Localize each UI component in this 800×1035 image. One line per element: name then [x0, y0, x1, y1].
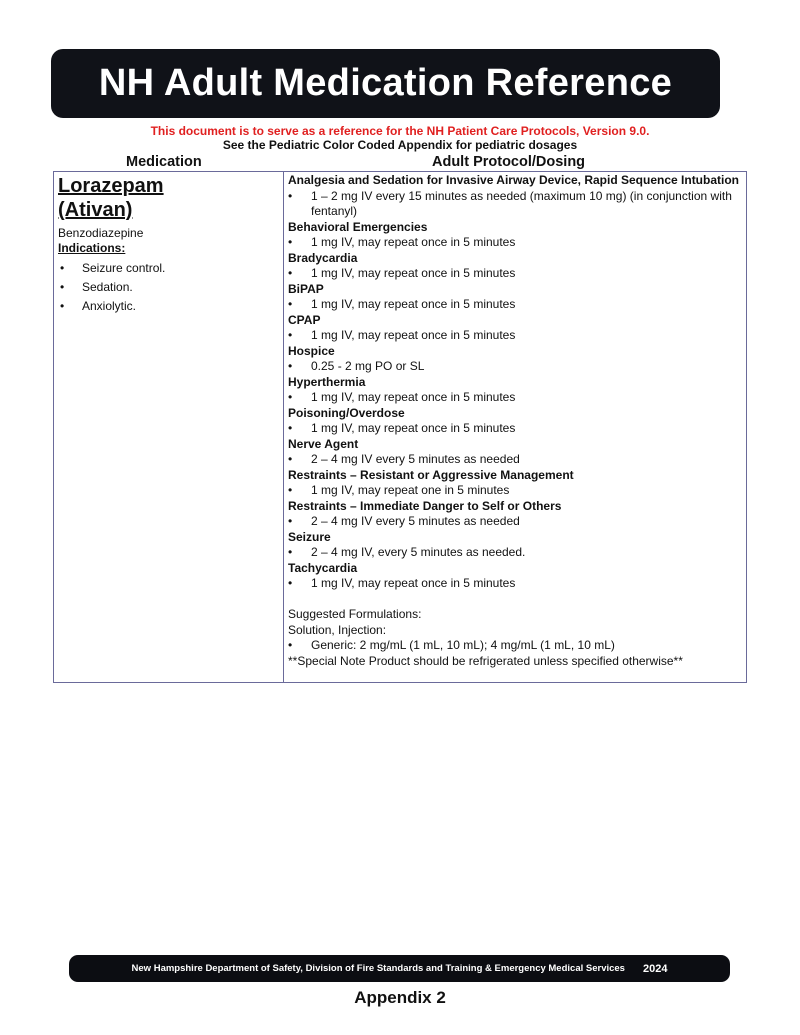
- protocol-title: Hyperthermia: [288, 374, 366, 389]
- dose-list: [288, 545, 744, 561]
- dose-text: 1 mg IV, may repeat once in 5 minutes: [311, 297, 516, 311]
- protocol-section: [288, 437, 744, 468]
- protocol-title: BiPAP: [288, 281, 324, 296]
- indications-label: Indications:: [58, 241, 126, 255]
- protocol-section: [288, 282, 744, 313]
- formulations-label: Suggested Formulations:: [288, 607, 422, 621]
- bullet-icon: •: [60, 261, 65, 275]
- protocol-section: [288, 468, 744, 499]
- dose-item: [288, 297, 744, 313]
- dose-item: [288, 328, 744, 344]
- indication-text: Sedation.: [82, 280, 133, 294]
- medication-table: [53, 171, 747, 683]
- column-divider: [283, 172, 284, 682]
- bullet-icon: •: [288, 483, 293, 497]
- protocol-title: Hospice: [288, 343, 335, 358]
- special-note: **Special Note Product should be refrigerated unless specified otherwise**: [288, 653, 683, 668]
- protocol-section: [288, 313, 744, 344]
- dose-list: [288, 514, 744, 530]
- dose-text: 1 mg IV, may repeat once in 5 minutes: [311, 390, 516, 404]
- dose-item: [288, 545, 744, 561]
- bullet-icon: •: [288, 390, 293, 404]
- dose-item: [288, 452, 744, 468]
- dose-text: 1 mg IV, may repeat one in 5 minutes: [311, 483, 510, 497]
- dose-item: [288, 189, 744, 220]
- dose-item: [288, 359, 744, 375]
- dose-item: [288, 266, 744, 282]
- protocol-title: Restraints – Immediate Danger to Self or Others: [288, 498, 562, 513]
- protocol-title: Analgesia and Sedation for Invasive Airway Device, Rapid Sequence Intubation: [288, 173, 740, 187]
- bullet-icon: •: [288, 421, 293, 435]
- bullet-icon: •: [60, 299, 65, 313]
- dose-list: [288, 483, 744, 499]
- column-header-medication: Medication: [126, 154, 202, 170]
- protocol-section: [288, 561, 744, 592]
- indication-item: [58, 259, 280, 278]
- protocol-section: [288, 344, 744, 375]
- indication-item: [58, 278, 280, 297]
- bullet-icon: •: [288, 545, 293, 559]
- dose-text: 1 mg IV, may repeat once in 5 minutes: [311, 266, 516, 280]
- protocol-section: [288, 499, 744, 530]
- dose-item: [288, 421, 744, 437]
- dose-item: [288, 235, 744, 251]
- protocol-section: [288, 530, 744, 561]
- formulation-text: Generic: 2 mg/mL (1 mL, 10 mL); 4 mg/mL (1 mL, 10 mL): [311, 638, 615, 652]
- protocol-title: Tachycardia: [288, 560, 358, 575]
- dose-list: [288, 359, 744, 375]
- protocol-title: Restraints – Resistant or Aggressive Management: [288, 467, 574, 482]
- protocol-section: [288, 251, 744, 282]
- bullet-icon: •: [288, 576, 293, 590]
- dose-item: [288, 390, 744, 406]
- protocol-title: CPAP: [288, 312, 321, 327]
- dose-list: [288, 266, 744, 282]
- indications-list: [58, 259, 280, 316]
- bullet-icon: •: [288, 235, 293, 249]
- protocol-title: Behavioral Emergencies: [288, 219, 428, 234]
- dosing-cell: [288, 173, 744, 669]
- dose-text: 1 mg IV, may repeat once in 5 minutes: [311, 235, 516, 249]
- bullet-icon: •: [288, 514, 293, 528]
- title-banner: [51, 49, 720, 118]
- appendix-label: Appendix 2: [354, 988, 446, 1007]
- footer-bar: [69, 955, 730, 982]
- formulation-list: [288, 638, 744, 654]
- dose-text: 2 – 4 mg IV, every 5 minutes as needed.: [311, 545, 526, 559]
- notice: [0, 124, 800, 152]
- dose-list: [288, 297, 744, 313]
- dose-text: 2 – 4 mg IV every 5 minutes as needed: [311, 452, 520, 466]
- dose-text: 0.25 - 2 mg PO or SL: [311, 359, 425, 373]
- bullet-icon: •: [288, 297, 293, 311]
- drug-class: Benzodiazepine: [58, 226, 144, 240]
- protocol-title: Bradycardia: [288, 250, 358, 265]
- formulations: [288, 607, 744, 669]
- protocol-section: [288, 375, 744, 406]
- formulation-item: [288, 638, 744, 654]
- dose-list: [288, 328, 744, 344]
- dose-text: 1 mg IV, may repeat once in 5 minutes: [311, 421, 516, 435]
- dose-text: 2 – 4 mg IV every 5 minutes as needed: [311, 514, 520, 528]
- dose-item: [288, 483, 744, 499]
- indication-text: Seizure control.: [82, 261, 166, 275]
- dose-list: [288, 189, 744, 220]
- protocol-title: Nerve Agent: [288, 436, 359, 451]
- dose-item: [288, 576, 744, 592]
- bullet-icon: •: [288, 638, 293, 652]
- bullet-icon: •: [288, 188, 293, 203]
- dose-list: [288, 235, 744, 251]
- indication-item: [58, 297, 280, 316]
- protocol-section: [288, 406, 744, 437]
- bullet-icon: •: [288, 359, 293, 373]
- dose-item: [288, 514, 744, 530]
- bullet-icon: •: [60, 280, 65, 294]
- dose-text: 1 mg IV, may repeat once in 5 minutes: [311, 328, 516, 342]
- dose-text: 1 mg IV, may repeat once in 5 minutes: [311, 576, 516, 590]
- bullet-icon: •: [288, 266, 293, 280]
- dose-list: [288, 421, 744, 437]
- footer-year: 2024: [642, 962, 668, 975]
- column-header-dosing: Adult Protocol/Dosing: [432, 154, 586, 170]
- footer-agency: New Hampshire Department of Safety, Division of Fire Standards and Training & Emergency Medical Services: [131, 963, 625, 974]
- protocol-section: [288, 220, 744, 251]
- dose-text: 1 – 2 mg IV every 15 minutes as needed (maximum 10 mg) (in conjunction with fentanyl): [311, 188, 732, 218]
- protocol-title: Poisoning/Overdose: [288, 405, 405, 420]
- protocol-title: Seizure: [288, 529, 331, 544]
- dose-list: [288, 452, 744, 468]
- bullet-icon: •: [288, 328, 293, 342]
- bullet-icon: •: [288, 452, 293, 466]
- formulation-type: Solution, Injection:: [288, 622, 387, 637]
- drug-name: Lorazepam: [58, 175, 164, 197]
- dose-list: [288, 576, 744, 592]
- page-title: NH Adult Medication Reference: [98, 62, 673, 104]
- protocol-list: [288, 173, 744, 592]
- indication-text: Anxiolytic.: [82, 299, 137, 313]
- protocol-section: [288, 173, 744, 220]
- notice-pediatric: See the Pediatric Color Coded Appendix for pediatric dosages: [222, 138, 578, 152]
- medication-cell: [58, 174, 280, 316]
- notice-reference: This document is to serve as a reference for the NH Patient Care Protocols, Version 9.0.: [150, 124, 650, 138]
- dose-list: [288, 390, 744, 406]
- drug-brand-name: (Ativan): [58, 199, 133, 221]
